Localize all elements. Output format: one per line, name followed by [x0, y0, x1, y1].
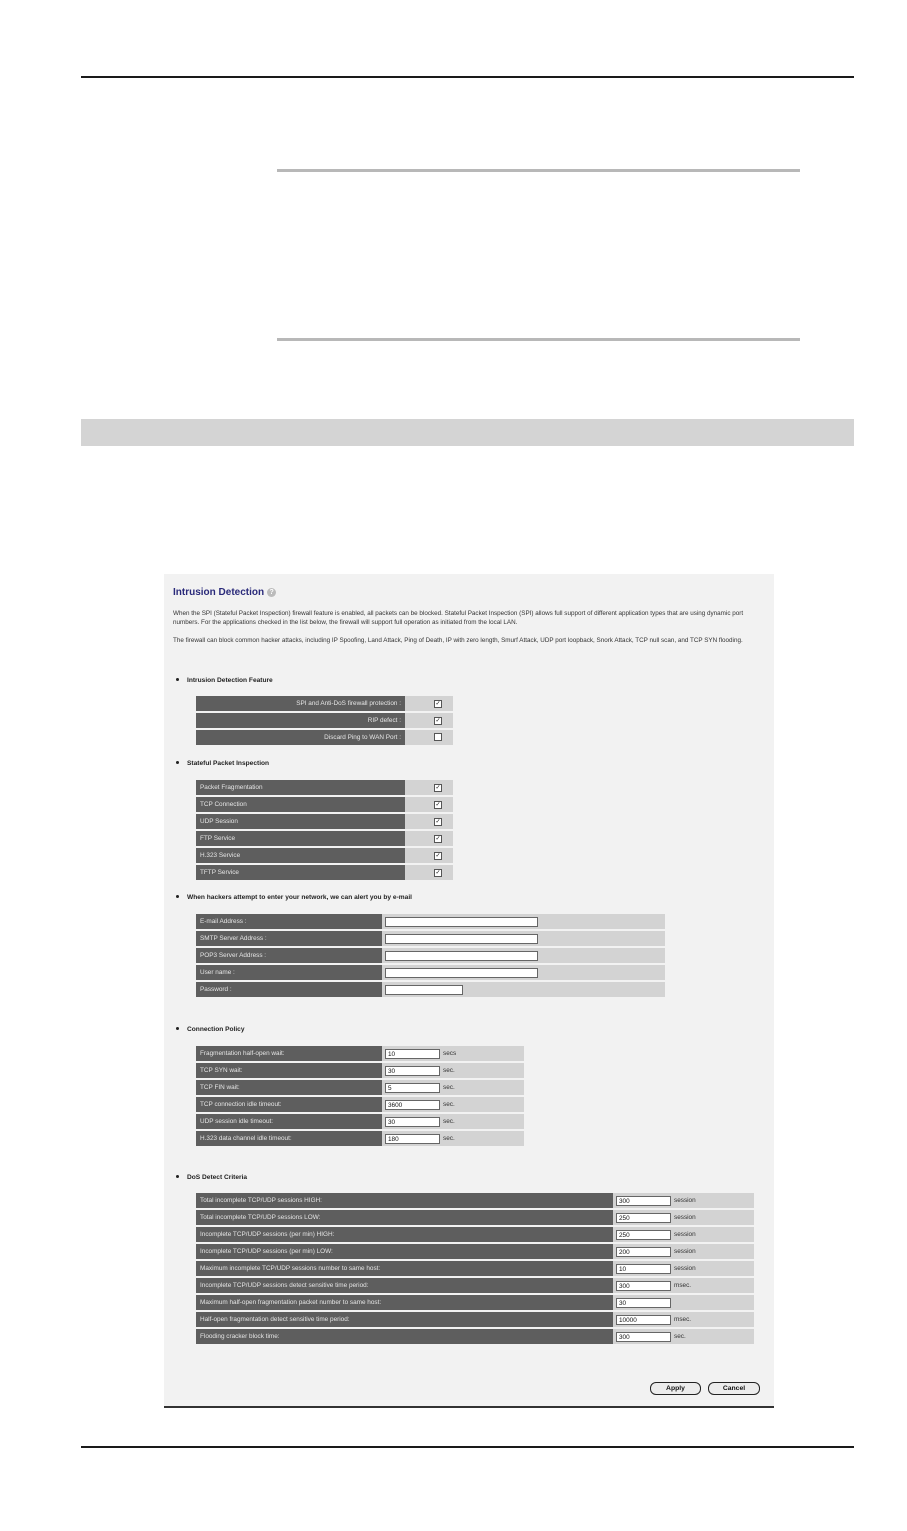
- udp-session-checkbox[interactable]: ✓: [435, 818, 441, 825]
- row-value-cell: [382, 914, 665, 929]
- table-row: [196, 814, 453, 829]
- connection-policy-table: [196, 1044, 524, 1148]
- row-label: TCP Connection: [196, 797, 405, 812]
- tcp-connection-checkbox[interactable]: ✓: [435, 801, 441, 808]
- table-row: [196, 780, 453, 795]
- tcp-syn-wait-input[interactable]: 30: [385, 1066, 440, 1076]
- packet-fragmentation-checkbox[interactable]: ✓: [435, 784, 441, 791]
- bullet-icon: [176, 1027, 179, 1030]
- row-value-cell: [382, 982, 665, 997]
- row-label: TCP FIN wait:: [196, 1080, 382, 1095]
- incomplete-tcp-udp-sessions-per-min-high-input[interactable]: 250: [616, 1230, 671, 1240]
- help-icon[interactable]: ?: [267, 588, 276, 597]
- unit-label: msec.: [674, 1282, 692, 1289]
- spi-heading: Stateful Packet Inspection: [176, 760, 269, 767]
- table-row: [196, 1210, 754, 1225]
- row-value-cell: [382, 1097, 524, 1112]
- unit-label: session: [674, 1248, 696, 1255]
- table-row: [196, 982, 665, 997]
- dos-criteria-table: [196, 1191, 754, 1346]
- discard-ping-to-wan-port-checkbox[interactable]: [434, 733, 442, 741]
- tcp-fin-wait-input[interactable]: 5: [385, 1083, 440, 1093]
- row-value-cell: [613, 1193, 754, 1208]
- connection-policy-heading: Connection Policy: [176, 1026, 245, 1033]
- unit-label: sec.: [443, 1084, 455, 1091]
- row-label: Half-open fragmentation detect sensitive time period:: [196, 1312, 613, 1327]
- table-row: [196, 1278, 754, 1293]
- row-value-cell: [382, 1080, 524, 1095]
- tftp-service-checkbox[interactable]: ✓: [435, 869, 441, 876]
- user-name-input[interactable]: [385, 968, 538, 978]
- row-value-cell: [613, 1278, 754, 1293]
- row-value-cell: [613, 1261, 754, 1276]
- table-row: [196, 914, 665, 929]
- h-323-data-channel-idle-timeout-input[interactable]: 180: [385, 1134, 440, 1144]
- spi-table: [196, 778, 453, 882]
- table-row: [196, 1114, 524, 1129]
- row-value-cell: [382, 1114, 524, 1129]
- unit-label: session: [674, 1214, 696, 1221]
- row-value-cell: [382, 1131, 524, 1146]
- unit-label: session: [674, 1265, 696, 1272]
- row-label: TCP connection idle timeout:: [196, 1097, 382, 1112]
- table-row: [196, 1063, 524, 1078]
- row-label: UDP session idle timeout:: [196, 1114, 382, 1129]
- table-row: [196, 1244, 754, 1259]
- row-label: SMTP Server Address :: [196, 931, 382, 946]
- row-label: Fragmentation half-open wait:: [196, 1046, 382, 1061]
- email-alert-heading: When hackers attempt to enter your network, we can alert you by e-mail: [176, 894, 412, 901]
- row-label: Maximum half-open fragmentation packet number to same host:: [196, 1295, 613, 1310]
- table-row: [196, 1227, 754, 1242]
- bullet-icon: [176, 678, 179, 681]
- row-value-cell: [405, 831, 453, 846]
- maximum-incomplete-tcp-udp-sessions-number-to-same-host-input[interactable]: 10: [616, 1264, 671, 1274]
- fragmentation-half-open-wait-input[interactable]: 10: [385, 1049, 440, 1059]
- unit-label: sec.: [443, 1101, 455, 1108]
- page-bottom-rule: [81, 1446, 854, 1448]
- unit-label: secs: [443, 1050, 457, 1057]
- table-row: [196, 797, 453, 812]
- row-label: E-mail Address :: [196, 914, 382, 929]
- row-label: Total incomplete TCP/UDP sessions LOW:: [196, 1210, 613, 1225]
- row-label: Flooding cracker block time:: [196, 1329, 613, 1344]
- email-alert-table: [196, 912, 665, 999]
- udp-session-idle-timeout-input[interactable]: 30: [385, 1117, 440, 1127]
- row-label: Maximum incomplete TCP/UDP sessions number to same host:: [196, 1261, 613, 1276]
- row-label: SPI and Anti-DoS firewall protection :: [196, 696, 405, 711]
- row-label: Incomplete TCP/UDP sessions (per min) HIGH:: [196, 1227, 613, 1242]
- total-incomplete-tcp-udp-sessions-high-input[interactable]: 300: [616, 1196, 671, 1206]
- unit-label: sec.: [674, 1333, 686, 1340]
- row-label: TCP SYN wait:: [196, 1063, 382, 1078]
- incomplete-tcp-udp-sessions-detect-sensitive-time-period-input[interactable]: 300: [616, 1281, 671, 1291]
- row-label: POP3 Server Address :: [196, 948, 382, 963]
- row-value-cell: [405, 865, 453, 880]
- tcp-connection-idle-timeout-input[interactable]: 3600: [385, 1100, 440, 1110]
- row-value-cell: [405, 814, 453, 829]
- row-value-cell: [382, 965, 665, 980]
- row-value-cell: [405, 848, 453, 863]
- bullet-icon: [176, 895, 179, 898]
- bullet-icon: [176, 761, 179, 764]
- table-row: [196, 1080, 524, 1095]
- row-label: H.323 data channel idle timeout:: [196, 1131, 382, 1146]
- unit-label: sec.: [443, 1067, 455, 1074]
- row-label: FTP Service: [196, 831, 405, 846]
- row-label: Total incomplete TCP/UDP sessions HIGH:: [196, 1193, 613, 1208]
- row-value-cell: [382, 1063, 524, 1078]
- row-value-cell: [382, 1046, 524, 1061]
- row-value-cell: [613, 1210, 754, 1225]
- table-row: [196, 948, 665, 963]
- password-input[interactable]: [385, 985, 463, 995]
- row-value-cell: [613, 1227, 754, 1242]
- incomplete-tcp-udp-sessions-per-min-low-input[interactable]: 200: [616, 1247, 671, 1257]
- ftp-service-checkbox[interactable]: ✓: [435, 835, 441, 842]
- unit-label: session: [674, 1197, 696, 1204]
- maximum-half-open-fragmentation-packet-number-to-same-host-input[interactable]: 30: [616, 1298, 671, 1308]
- row-label: Password :: [196, 982, 382, 997]
- unit-label: msec.: [674, 1316, 692, 1323]
- table-row: [196, 1131, 524, 1146]
- unit-label: session: [674, 1231, 696, 1238]
- table-row: [196, 1193, 754, 1208]
- table-row: [196, 1295, 754, 1310]
- row-label: RIP defect :: [196, 713, 405, 728]
- spi-and-anti-dos-firewall-protection-checkbox[interactable]: ✓: [435, 700, 441, 707]
- smtp-server-address-input[interactable]: [385, 934, 538, 944]
- cancel-button[interactable]: Cancel: [708, 1382, 760, 1395]
- half-open-fragmentation-detect-sensitive-time-period-input[interactable]: 10000: [616, 1315, 671, 1325]
- table-row: [196, 965, 665, 980]
- note-top-line: [277, 169, 800, 172]
- pop3-server-address-input[interactable]: [385, 951, 538, 961]
- page-top-rule: [81, 76, 854, 78]
- intrusion-detection-panel: [164, 574, 774, 1408]
- panel-title: Intrusion Detection ?: [173, 587, 276, 598]
- row-value-cell: [405, 730, 453, 745]
- table-row: [196, 831, 453, 846]
- row-value-cell: [613, 1295, 754, 1310]
- row-label: UDP Session: [196, 814, 405, 829]
- row-value-cell: [382, 948, 665, 963]
- row-label: Incomplete TCP/UDP sessions detect sensitive time period:: [196, 1278, 613, 1293]
- e-mail-address-input[interactable]: [385, 917, 538, 927]
- row-value-cell: [405, 797, 453, 812]
- table-row: [196, 696, 453, 711]
- rip-defect-checkbox[interactable]: ✓: [435, 717, 441, 724]
- row-value-cell: [405, 713, 453, 728]
- intro-text: When the SPI (Stateful Packet Inspection) firewall feature is enabled, all packets can be blocked. Stateful Packet Inspection (SPI) allows full support of different application types that are using dynamic port numbers. For the applications checked in the list below, the firewall will support full operation as initiated from the local LAN.: [173, 610, 744, 627]
- table-row: [196, 1312, 754, 1327]
- row-value-cell: [405, 696, 453, 711]
- dos-criteria-heading: DoS Detect Criteria: [176, 1174, 247, 1181]
- table-row: [196, 931, 665, 946]
- row-value-cell: [613, 1329, 754, 1344]
- intrusion-feature-table: [196, 694, 453, 747]
- row-value-cell: [613, 1244, 754, 1259]
- attacks-text: The firewall can block common hacker attacks, including IP Spoofing, Land Attack, Ping of Death, IP with zero length, Smurf Attack, UDP port loopback, Snork Attack, TCP null scan, and TCP SYN flooding.: [173, 637, 743, 644]
- h-323-service-checkbox[interactable]: ✓: [435, 852, 441, 859]
- table-row: [196, 848, 453, 863]
- unit-label: sec.: [443, 1118, 455, 1125]
- section-heading-band: [81, 419, 854, 446]
- table-row: [196, 1261, 754, 1276]
- table-row: [196, 1329, 754, 1344]
- row-label: TFTP Service: [196, 865, 405, 880]
- row-value-cell: [405, 780, 453, 795]
- table-row: [196, 730, 453, 745]
- row-label: H.323 Service: [196, 848, 405, 863]
- flooding-cracker-block-time-input[interactable]: 300: [616, 1332, 671, 1342]
- table-row: [196, 865, 453, 880]
- table-row: [196, 713, 453, 728]
- note-bottom-line: [277, 338, 800, 341]
- row-label: Packet Fragmentation: [196, 780, 405, 795]
- apply-button[interactable]: Apply: [650, 1382, 701, 1395]
- row-label: Incomplete TCP/UDP sessions (per min) LOW:: [196, 1244, 613, 1259]
- intrusion-feature-heading: Intrusion Detection Feature: [176, 677, 273, 684]
- table-row: [196, 1097, 524, 1112]
- bullet-icon: [176, 1175, 179, 1178]
- row-label: Discard Ping to WAN Port :: [196, 730, 405, 745]
- unit-label: sec.: [443, 1135, 455, 1142]
- table-row: [196, 1046, 524, 1061]
- row-label: User name :: [196, 965, 382, 980]
- total-incomplete-tcp-udp-sessions-low-input[interactable]: 250: [616, 1213, 671, 1223]
- row-value-cell: [613, 1312, 754, 1327]
- row-value-cell: [382, 931, 665, 946]
